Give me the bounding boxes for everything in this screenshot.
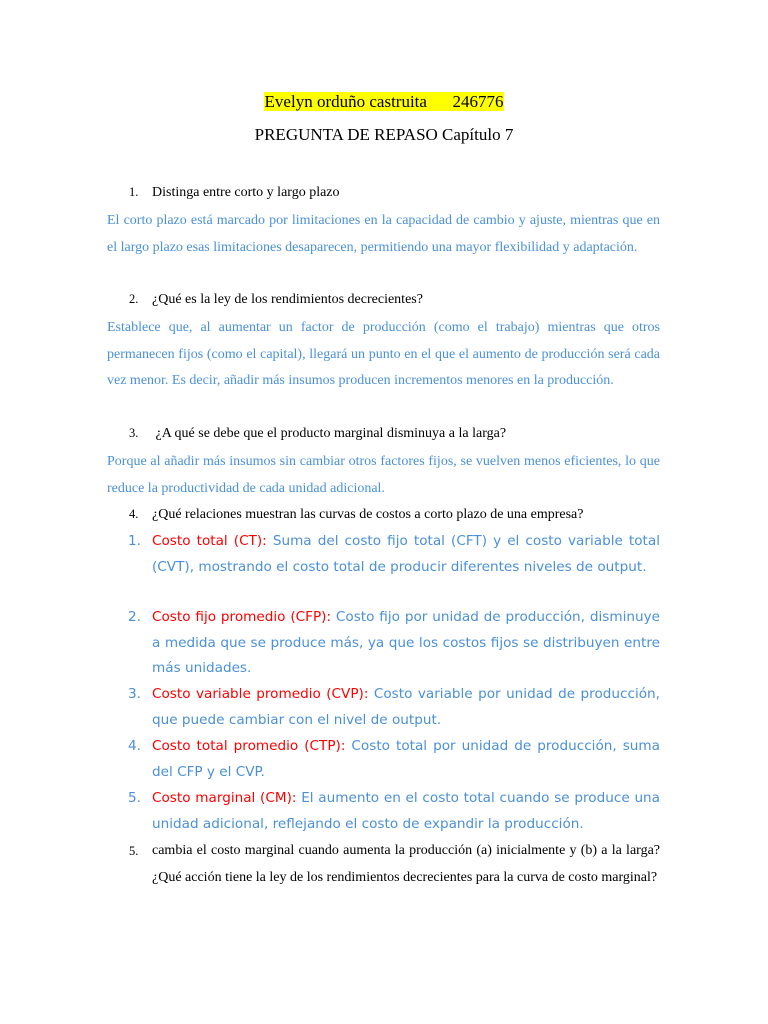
question-text: cambia el costo marginal cuando aumenta la producción (a) inicialmente y (b) a la larga? ¿Qué acción tiene la ley de los rendimientos decrecientes para la curva de costo marginal?	[152, 843, 660, 885]
answer-1: El corto plazo está marcado por limitaciones en la capacidad de cambio y ajuste, mientras que en el largo plazo esas limitaciones desaparecen, permitiendo una mayor flexibilidad y adaptación.	[107, 213, 660, 255]
cost-term: Costo total promedio (CTP):	[152, 738, 346, 754]
list-item	[107, 734, 660, 785]
list-item	[107, 605, 660, 682]
cost-term: Costo variable promedio (CVP):	[152, 686, 369, 702]
cost-description: Suma del costo fijo total (CFT) y el costo variable total (CVT), mostrando el costo total de producir diferentes niveles de output.	[152, 533, 660, 575]
author-name: Evelyn orduño castruita	[264, 92, 427, 111]
list-item-number: 5.	[128, 790, 141, 806]
cost-term: Costo total (CT):	[152, 533, 267, 549]
question-number: 3.	[129, 426, 139, 440]
list-item	[107, 786, 660, 837]
list-item-number: 2.	[128, 609, 141, 625]
list-item	[107, 682, 660, 733]
cost-term: Costo fijo promedio (CFP):	[152, 609, 332, 625]
student-id: 246776	[452, 92, 504, 111]
question-5	[107, 838, 660, 891]
answer-3: Porque al añadir más insumos sin cambiar otros factores fijos, se vuelven menos eficientes, lo que reduce la productividad de cada unidad adicional.	[107, 454, 660, 496]
question-number: 2.	[129, 292, 139, 306]
list-item-number: 3.	[128, 686, 141, 702]
question-text: ¿Qué relaciones muestran las curvas de costos a corto plazo de una empresa?	[152, 507, 584, 522]
list-item-number: 1.	[128, 533, 141, 549]
list-item	[107, 529, 660, 580]
author-highlight	[264, 92, 505, 111]
page-title: PREGUNTA DE REPASO Capítulo 7	[254, 125, 514, 144]
cost-description: El aumento en el costo total cuando se produce una unidad adicional, reflejando el costo de expandir la producción.	[152, 790, 661, 832]
author-line	[0, 90, 768, 114]
cost-description: Costo variable por unidad de producción, que puede cambiar con el nivel de output.	[152, 686, 660, 728]
cost-term: Costo marginal (CM):	[152, 790, 297, 806]
cost-description: Costo total por unidad de producción, suma del CFP y el CVP.	[152, 738, 660, 780]
question-text: ¿A qué se debe que el producto marginal disminuya a la larga?	[152, 426, 507, 441]
list-item-number: 4.	[128, 738, 141, 754]
question-text: ¿Qué es la ley de los rendimientos decrecientes?	[152, 292, 423, 307]
question-number: 5.	[129, 844, 139, 858]
answer-2: Establece que, al aumentar un factor de producción (como el trabajo) mientras que otros permanecen fijos (como el capital), llegará un punto en el que el aumento de producción será cada vez menor. Es decir, añadir más insumos producen incrementos menores en la producción.	[107, 320, 660, 389]
question-text: Distinga entre corto y largo plazo	[152, 185, 340, 200]
cost-description: Costo fijo por unidad de producción, disminuye a medida que se produce más, ya que los costos fijos se distribuyen entre más unidades.	[152, 609, 660, 676]
question-number: 4.	[129, 507, 139, 521]
question-number: 1.	[129, 185, 139, 199]
